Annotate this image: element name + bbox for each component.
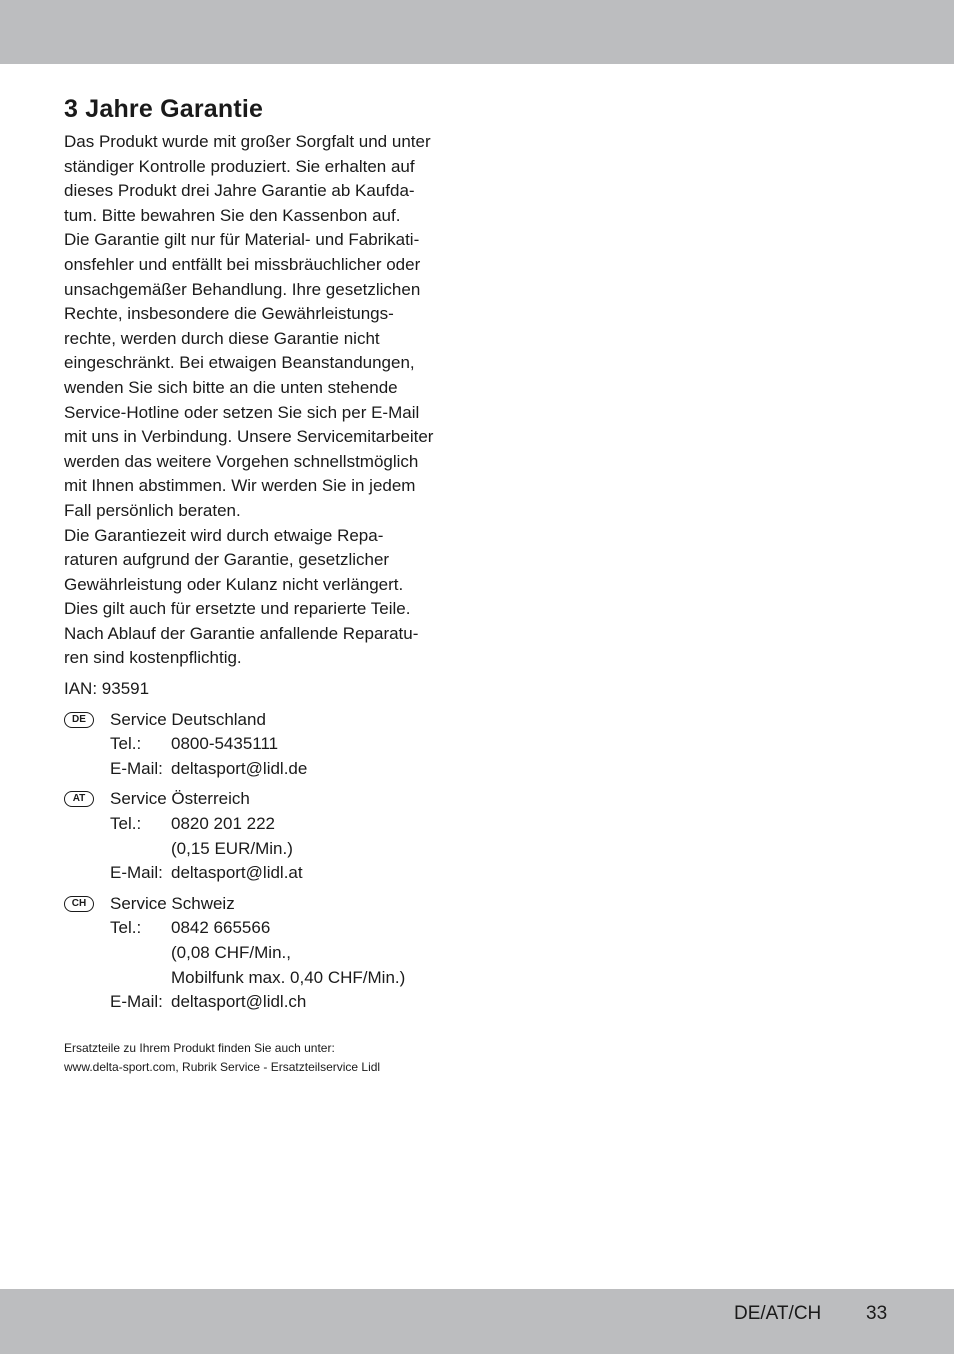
paragraph-conditions: Die Garantie gilt nur für Material- und Fabrikati- onsfehler und entfällt bei missbräuchlicher oder unsachgemäßer Behandlung. Ihre gesetzlichen Rechte, insbesondere die Gewährleistungs- rechte, werden durch diese Garantie nicht eingeschränkt. Bei etwaigen Beanstandungen, wenden Sie sich bitte an die unten stehende Service-Hotline oder setzen Sie sich per E-Mail mit uns in Verbindung. Unsere Servicemitarbeiter werden das weitere Vorgehen schnellstmöglich mit Ihnen abstimmen. Wir werden Sie in jedem Fall persönlich beraten. (64, 230, 434, 520)
service-germany (64, 708, 464, 782)
paragraph-intro: Das Produkt wurde mit großer Sorgfalt und unter ständiger Kontrolle produziert. Sie erhalten auf dieses Produkt drei Jahre Garantie ab Kaufda- tum. Bitte bewahren Sie den Kassenbon auf. (64, 132, 431, 225)
email-label: E-Mail: (110, 758, 163, 778)
tel-label: Tel.: (110, 734, 142, 754)
country-badge-de: DE (64, 712, 94, 728)
email-address[interactable]: deltasport@lidl.ch (171, 992, 307, 1012)
service-title: Service Österreich (110, 789, 250, 809)
warranty-section (64, 92, 464, 1077)
service-title: Service Schweiz (110, 893, 235, 913)
spacer (110, 966, 171, 991)
tel-number[interactable]: 0842 665566 (171, 918, 271, 938)
email-label: E-Mail: (110, 863, 163, 883)
service-switzerland (64, 892, 464, 1015)
spare-parts-link[interactable]: www.delta-sport.com, Rubrik Service - Ersatzteilservice Lidl (64, 1059, 381, 1074)
tel-number[interactable]: 0820 201 222 (171, 814, 275, 834)
service-austria (64, 787, 464, 885)
service-title: Service Deutschland (110, 709, 266, 729)
spare-parts-note (64, 1039, 464, 1077)
ian-number: IAN: 93591 (64, 679, 150, 699)
tel-number[interactable]: 0800-5435111 (171, 734, 279, 754)
spacer (110, 941, 171, 966)
page-number: 33 (866, 1303, 888, 1324)
email-address[interactable]: deltasport@lidl.at (171, 863, 303, 883)
tel-rate: (0,08 CHF/Min., (171, 943, 291, 962)
country-badge-ch: CH (64, 896, 94, 912)
tel-label: Tel.: (110, 814, 142, 834)
email-address[interactable]: deltasport@lidl.de (171, 758, 308, 778)
tel-rate-mobile: Mobilfunk max. 0,40 CHF/Min.) (171, 967, 406, 987)
spacer (110, 837, 171, 862)
page-title: 3 Jahre Garantie (64, 95, 264, 123)
country-badge-at: AT (64, 791, 94, 807)
header-bar (0, 0, 954, 64)
email-label: E-Mail: (110, 992, 163, 1012)
paragraph-warranty-period: Die Garantiezeit wird durch etwaige Repa- raturen aufgrund der Garantie, gesetzlicher Gewährleistung oder Kulanz nicht verlängert. Dies gilt auch für ersetzte und reparierte Teile. Nach Ablauf der Garantie anfallende Reparatu- ren sind kostenpflichtig. (64, 525, 419, 668)
footer-region: DE/AT/CH (734, 1303, 822, 1324)
tel-label: Tel.: (110, 918, 142, 938)
spare-parts-line: Ersatzteile zu Ihrem Produkt finden Sie auch unter: (64, 1040, 335, 1055)
tel-rate: (0,15 EUR/Min.) (171, 838, 293, 858)
